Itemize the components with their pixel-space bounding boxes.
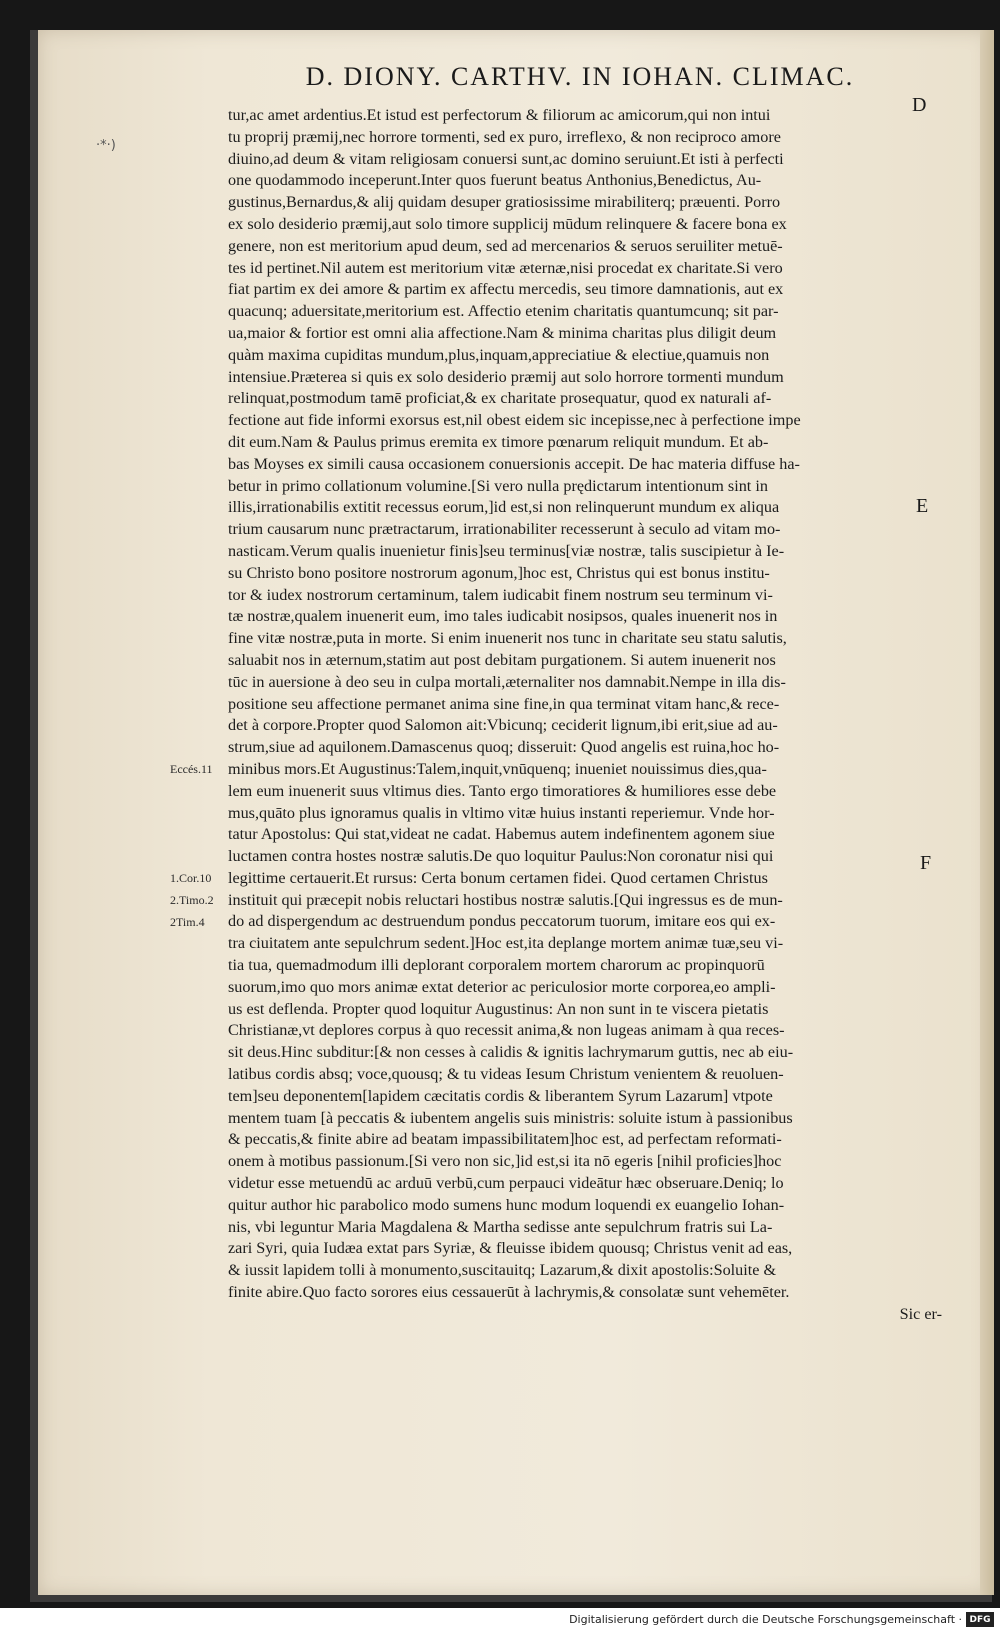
text-line: quitur author hic parabolico modo sumens hunc modum loquendi ex euangelio Iohan- xyxy=(228,1195,785,1214)
marginal-ref-1cor: 1.Cor.10 xyxy=(170,871,212,885)
section-letter-d: D xyxy=(912,94,927,116)
text-line: tæ nostræ,qualem inuenerit eum, imo tales iudicabit nosipsos, quales inuenerit nos in xyxy=(228,607,778,626)
text-line: ex solo desiderio præmij,aut solo timore supplicij mūdum relinquere & facere bona ex xyxy=(228,214,787,233)
footer-bar xyxy=(0,1608,1000,1632)
text-line: legittime certauerit.Et rursus: Certa bonum certamen fidei. Quod certamen Christus xyxy=(228,868,768,887)
marginal-ref-eccles: Eccés.11 xyxy=(170,762,213,776)
pencil-mark: ·*·) xyxy=(96,138,116,153)
text-line: & iussit lapidem tolli à monumento,suscitauitq; Lazarum,& dixit apostolis:Soluite & xyxy=(228,1261,777,1280)
text-line: tra ciuitatem ante sepulchrum sedent.]Hoc est,ita deplange mortem animæ tuæ,seu vi- xyxy=(228,934,784,953)
text-line: intensiue.Præterea si quis ex solo desiderio præmij aut solo horrore tormenti mundum xyxy=(228,367,784,386)
text-line: videtur esse metuendū ac arduū verbū,cum perpauci videātur hæc obseruare.Deniq; lo xyxy=(228,1174,784,1193)
text-line: fiat partim ex dei amore & partim ex affectu mercedis, seu timore damnationis, aut ex xyxy=(228,280,784,299)
text-line: & peccatis,& finite abire ad beatam impassibilitatem]hoc est, ad perfectam reformati- xyxy=(228,1130,782,1149)
running-head: D. DIONY. CARTHV. IN IOHAN. CLIMAC. xyxy=(305,62,855,91)
text-line: su Christo bono positore nostrorum agonum,]hoc est, Christus qui est bonus institu- xyxy=(228,563,770,582)
text-line: saluabit nos in æternum,statim aut post debitam purgationem. Si autem inuenerit nos xyxy=(228,650,776,669)
text-line: nis, vbi leguntur Maria Magdalena & Martha sedisse ante sepulchrum fratris sui La- xyxy=(228,1217,773,1236)
text-line: quacunq; aduersitate,meritorium est. Affectio etenim charitatis quantumcunq; sit par- xyxy=(228,302,779,321)
text-line: tu proprij præmij,nec horrore tormenti, sed ex puro, irreflexo, & non reciproco amore xyxy=(228,127,781,146)
text-line: fine vitæ nostræ,puta in morte. Si enim inuenerit nos tunc in charitate seu statu salutis, xyxy=(228,629,787,648)
catchword: Sic er- xyxy=(899,1304,942,1323)
text-line: Christianæ,vt deplores corpus à quo recessit anima,& non lugeas animam à qua reces- xyxy=(228,1021,785,1040)
text-line: tor & iudex nostrorum certaminum, talem iudicabit finem nostrum seu terminum vi- xyxy=(228,585,773,604)
text-line: do ad dispergendum ac destruendum pondus peccatorum tuorum, imitare eos qui ex- xyxy=(228,912,776,931)
section-letter-e: E xyxy=(916,495,929,517)
text-line: diuino,ad deum & vitam religiosam conuersi sunt,ac domino seruiunt.Et isti à perfecti xyxy=(228,149,784,168)
text-line: tia tua, quemadmodum illi deplorant corporalem mortem charorum ac propinquorū xyxy=(228,956,765,975)
text-line: strum,siue ad aquilonem.Damascenus quoq; disseruit: Quod angelis est ruina,hoc ho- xyxy=(228,738,780,757)
text-line: mentem tuam [à peccatis & iubentem angelis suis ministris: soluite istum à passionibus xyxy=(228,1108,793,1127)
text-line: ua,maior & fortior est omni alia affectione.Nam & minima charitas plus diligit deum xyxy=(228,323,777,342)
text-line: quàm maxima cupiditas mundum,plus,inquam,appreciatiue & electiue,quamuis non xyxy=(228,345,770,364)
marginal-ref-2timo: 2.Timo.2 xyxy=(170,893,214,907)
text-line: relinquat,postmodum tamē proficiat,& ex charitate prosequatur, quod ex naturali af- xyxy=(228,389,772,408)
text-line: mus,quāto plus ignoramus qualis in vltimo vitæ huius instanti reperiemur. Vnde hor- xyxy=(228,803,775,822)
text-line: trium causarum nunc prætractarum, irrationabiliter recesserunt à seculo ad vitam mo- xyxy=(228,520,781,539)
text-line: suorum,imo quo mors animæ extat deterior ac periculosior morte corporea,eo ampli- xyxy=(228,977,776,996)
text-line: finite abire.Quo facto sorores eius cessauerūt à lachrymis,& consolatæ sunt vehemēter. xyxy=(228,1283,790,1302)
text-line: positione seu affectione permanet anima sine fine,in qua terminat vitam hanc,& rece- xyxy=(228,694,780,713)
marginal-ref-2tim: 2Tim.4 xyxy=(170,915,205,929)
text-line: gustinus,Bernardus,& alij quidam desuper gratiosissime mirabiliterq; præuenti. Porro xyxy=(228,193,781,212)
text-line: dit eum.Nam & Paulus primus eremita ex timore pœnarum reliquit mundum. Et ab- xyxy=(228,432,769,451)
text-line: one quodammodo inceperunt.Inter quos fuerunt beatus Anthonius,Benedictus, Au- xyxy=(228,171,762,190)
text-line: bas Moyses ex simili causa occasionem conuersionis accepit. De hac materia diffuse ha- xyxy=(228,454,800,473)
text-line: luctamen contra hostes nostræ salutis.De quo loquitur Paulus:Non coronatur nisi qui xyxy=(228,847,774,866)
body-text xyxy=(228,105,942,1326)
section-letter-f: F xyxy=(920,852,932,874)
text-line: zari Syri, quia Iudæa extat pars Syriæ, & fleuisse ibidem quousq; Christus venit ad eas, xyxy=(228,1239,793,1258)
dfg-logo: DFG xyxy=(966,1612,994,1627)
text-line: us est deflenda. Propter quod loquitur Augustinus: An non sunt in te viscera pietatis xyxy=(228,999,769,1018)
text-line: instituit qui præcepit nobis reluctari hostibus nostræ salutis.[Qui ingressus es de mun- xyxy=(228,890,783,909)
text-line: tur,ac amet ardentius.Et istud est perfectorum & filiorum ac amicorum,qui non intui xyxy=(228,106,771,124)
text-line: tes id pertinet.Nil autem est meritorium vitæ æternæ,nisi procedat ex charitate.Si vero xyxy=(228,258,783,277)
text-line: illis,irrationabilis extitit recessus eorum,]id est,si non relinquerunt mundum ex aliqua xyxy=(228,498,780,517)
page-edge xyxy=(980,30,994,1595)
text-line: lem eum inuenerit suus vltimus dies. Tanto ergo timoratiores & humiliores esse debe xyxy=(228,781,777,800)
text-line: tatur Apostolus: Qui stat,videat ne cadat. Habemus autem indefinentem agonem siue xyxy=(228,825,775,844)
text-line: nasticam.Verum qualis inuenietur finis]seu terminus[viæ nostræ, talis suscipietur à Ie- xyxy=(228,541,785,560)
text-line: det à corpore.Propter quod Salomon ait:Vbicunq; ceciderit lignum,ibi erit,siue ad au- xyxy=(228,716,778,735)
text-line: tūc in auersione à deo seu in culpa mortali,æternaliter nos damnabit.Nempe in illa dis- xyxy=(228,672,786,691)
text-line: genere, non est meritorium apud deum, sed ad mercenarios & seruos seruiliter metuē- xyxy=(228,236,783,255)
funding-notice: Digitalisierung gefördert durch die Deutsche Forschungsgemeinschaft · xyxy=(569,1613,962,1626)
text-line: minibus mors.Et Augustinus:Talem,inquit,vnūquenq; inueniet nouissimus dies,qua- xyxy=(228,759,767,778)
text-line: betur in primo collationum volumine.[Si vero nulla prędictarum intentionum sint in xyxy=(228,476,768,495)
text-line: fectione aut fide informi exorsus est,nil obest eidem sic incepisse,nec à perfectione impe xyxy=(228,411,801,430)
text-line: tem]seu deponentem[lapidem cæcitatis cordis & liberantem Syrum Lazarum] vtpote xyxy=(228,1086,773,1105)
text-line: latibus cordis absq; voce,quousq; & tu videas Iesum Christum venientem & reuoluen- xyxy=(228,1065,784,1084)
text-line: onem à motibus passionum.[Si vero non sic,]id est,si ita nō egeris [nihil proficies]hoc xyxy=(228,1152,782,1171)
text-line: sit deus.Hinc subditur:[& non cesses à calidis & ignitis lachrymarum guttis, nec ab eiu- xyxy=(228,1043,794,1062)
